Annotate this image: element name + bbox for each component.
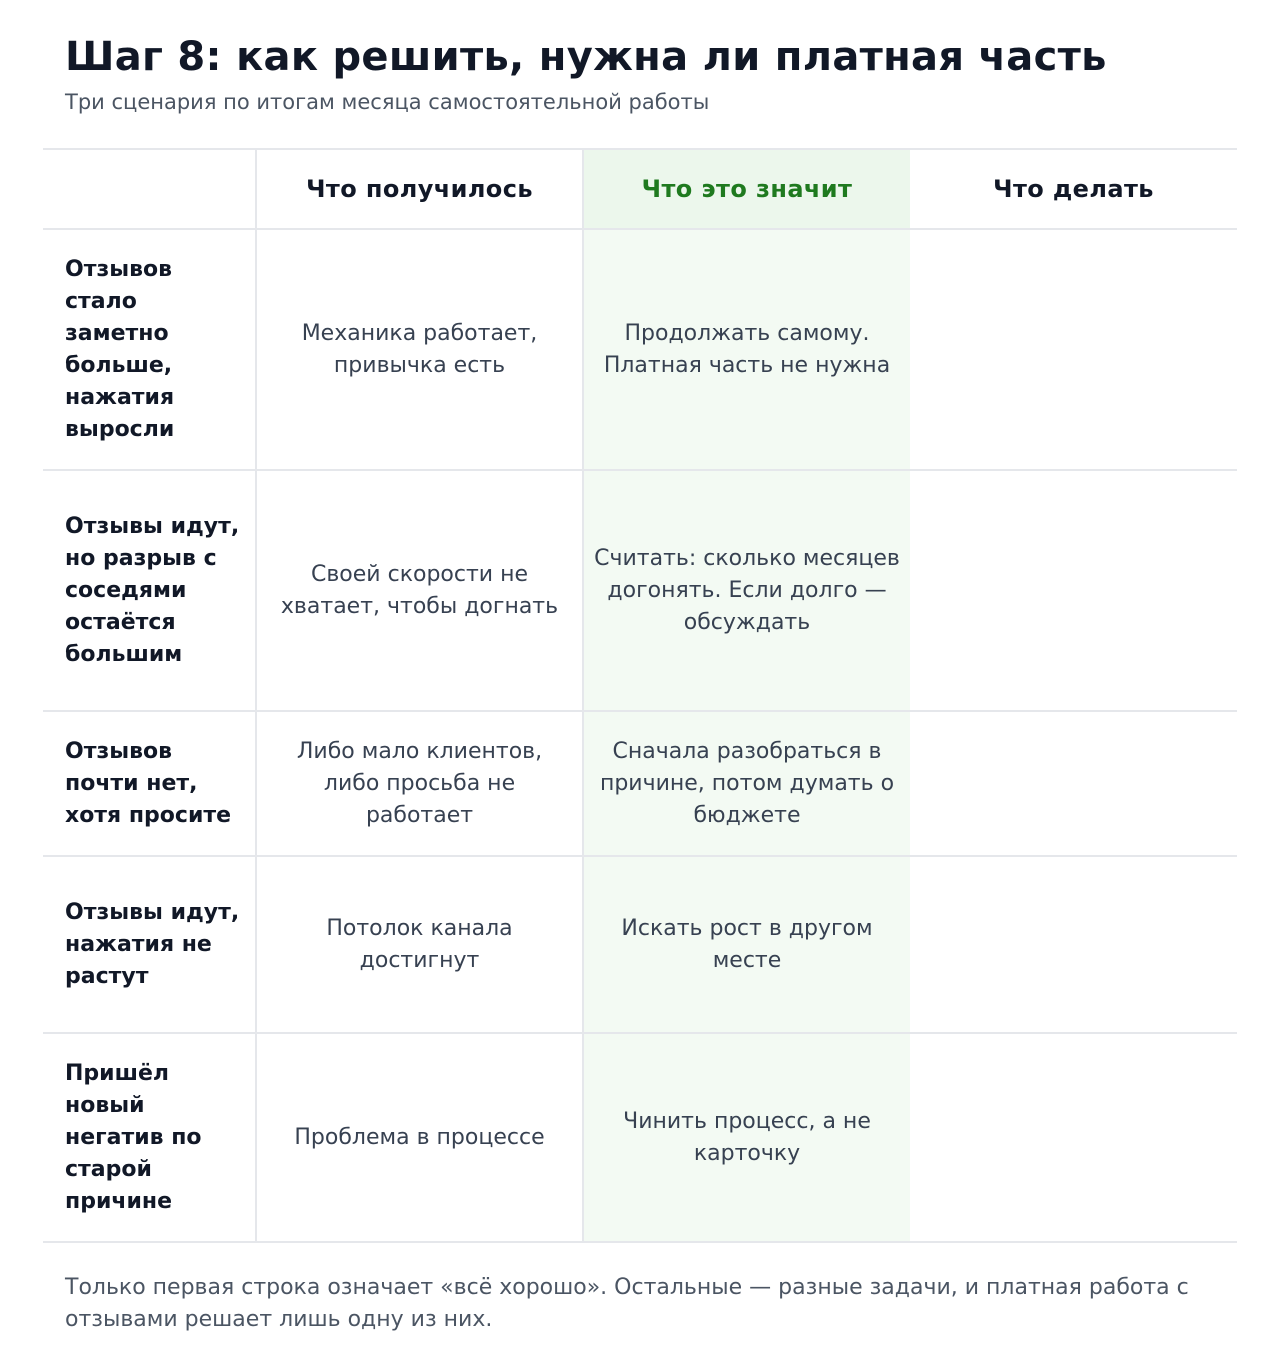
table-row [43, 229, 1237, 470]
row-label: Отзывов почти нет, хотя просите [43, 711, 256, 856]
column-header-action: Что делать [910, 149, 1237, 229]
table-row [43, 856, 1237, 1033]
row-action [910, 470, 1237, 711]
row-result: Проблема в процессе [256, 1033, 583, 1242]
row-result: Либо мало клиентов, либо просьба не работает [256, 711, 583, 856]
page-title: Шаг 8: как решить, нужна ли платная часть [65, 34, 1107, 80]
row-meaning: Считать: сколько месяцев догонять. Если долго — обсуждать [583, 470, 910, 711]
row-action [910, 856, 1237, 1033]
row-result: Механика работает, привычка есть [256, 229, 583, 470]
row-meaning: Искать рост в другом месте [583, 856, 910, 1033]
column-header-meaning: Что это значит [583, 149, 910, 229]
row-action [910, 1033, 1237, 1242]
row-action [910, 229, 1237, 470]
row-label: Отзывов стало заметно больше, нажатия выросли [43, 229, 256, 470]
row-result: Потолок канала достигнут [256, 856, 583, 1033]
table-header-row [43, 149, 1237, 229]
table-row [43, 470, 1237, 711]
row-label: Отзывы идут, нажатия не растут [43, 856, 256, 1033]
page-subtitle: Три сценария по итогам месяца самостоятельной работы [65, 90, 710, 114]
column-header-empty [43, 149, 256, 229]
table-row [43, 1033, 1237, 1242]
row-meaning: Продолжать самому. Платная часть не нужна [583, 229, 910, 470]
row-meaning: Чинить процесс, а не карточку [583, 1033, 910, 1242]
row-meaning: Сначала разобраться в причине, потом думать о бюджете [583, 711, 910, 856]
scenario-table [43, 148, 1237, 1243]
row-action [910, 711, 1237, 856]
table-row [43, 711, 1237, 856]
row-label: Пришёл новый негатив по старой причине [43, 1033, 256, 1242]
footnote: Только первая строка означает «всё хорошо». Остальные — разные задачи, и платная работа с отзывами решает лишь одну из них. [65, 1275, 1189, 1332]
row-label: Отзывы идут, но разрыв с соседями остаётся большим [43, 470, 256, 711]
row-result: Своей скорости не хватает, чтобы догнать [256, 470, 583, 711]
column-header-result: Что получилось [256, 149, 583, 229]
